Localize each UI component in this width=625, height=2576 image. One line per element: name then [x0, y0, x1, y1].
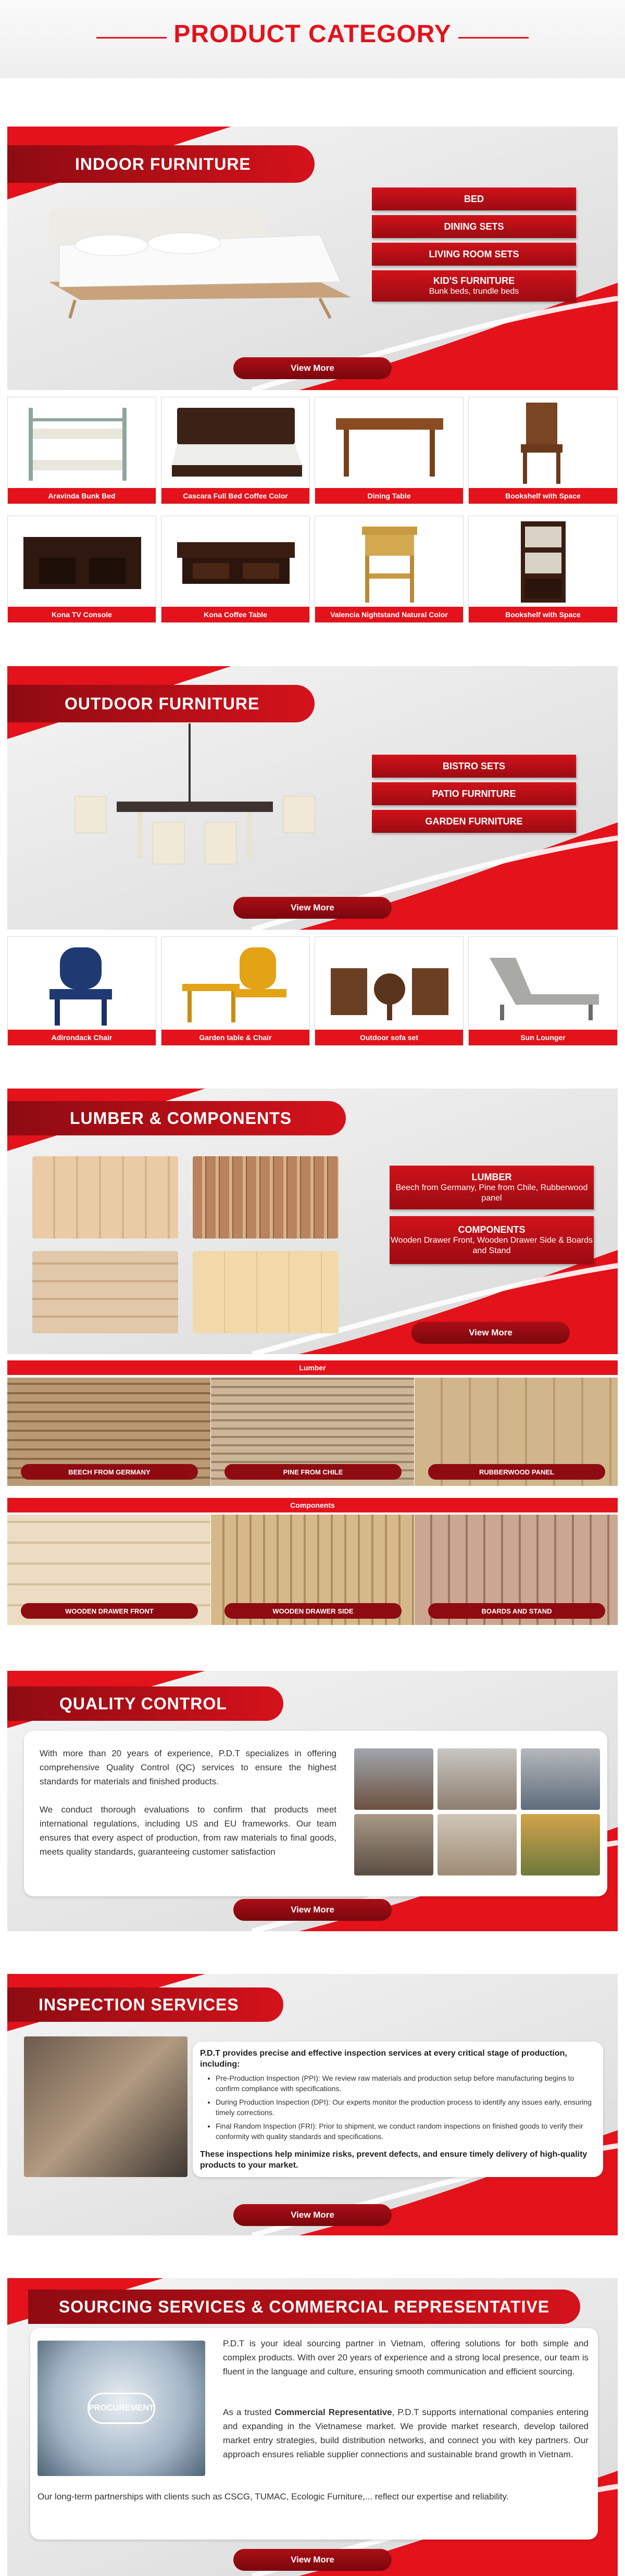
drawer-side-label: WOODEN DRAWER SIDE	[224, 1603, 402, 1619]
outdoor-title: OUTDOOR FURNITURE	[7, 685, 315, 722]
product-card-label: Kona Coffee Table	[161, 607, 309, 622]
tv-console-image	[8, 516, 156, 608]
product-card[interactable]	[161, 516, 310, 623]
quality-view-more-button[interactable]: View More	[233, 1899, 392, 1921]
lumber-photo-4	[193, 1251, 339, 1333]
indoor-tag-kids-furniture[interactable]: KID'S FURNITURE Bunk beds, trundle beds	[372, 270, 576, 302]
bed-image	[28, 188, 356, 323]
indoor-tag-dining-sets[interactable]: DINING SETS	[372, 215, 576, 238]
qc-photo	[521, 1748, 600, 1810]
sourcing-p2-text: , P.D.T supports international companies entering and expanding in the Vietnamese market. We provide market research, develop tailored market entry strategies, build distribution networks, and connect you with key partners. Our approach ensures reliable supplier connections and sustainable brand growth in Vietnam.	[223, 2407, 589, 2459]
quality-content-box	[24, 1731, 607, 1896]
sourcing-banner	[7, 2278, 618, 2576]
components-tag[interactable]: COMPONENTS Wooden Drawer Front, Wooden Drawer Side & Boards and Stand	[390, 1216, 594, 1264]
product-card-label: Cascara Full Bed Coffee Color	[161, 488, 309, 504]
sun-lounger-image	[469, 937, 618, 1031]
nightstand-image	[315, 516, 464, 608]
qc-photo	[521, 1814, 600, 1875]
inspection-list	[208, 2073, 598, 2142]
full-bed-image	[161, 397, 310, 489]
outdoor-sofa-image	[315, 937, 464, 1031]
qc-photo	[438, 1814, 517, 1875]
lumber-view-more-button[interactable]: View More	[411, 1322, 570, 1344]
qc-photo	[354, 1814, 433, 1875]
bistro-set-image	[39, 723, 351, 880]
rubberwood-photo	[415, 1378, 618, 1486]
inspection-item: • Final Random Inspection (FRI): Prior to shipment, we conduct random inspections on finished goods to verify their conformity with quality standards and specifications.	[216, 2121, 598, 2142]
product-card-label: Dining Table	[315, 488, 463, 504]
product-card-label: Bookshelf with Space	[469, 488, 617, 504]
sourcing-view-more-button[interactable]: View More	[233, 2549, 392, 2571]
lumber-photo-2	[193, 1156, 339, 1239]
quality-title: QUALITY CONTROL	[7, 1686, 283, 1721]
product-card[interactable]	[315, 516, 464, 623]
product-card[interactable]	[315, 936, 464, 1046]
sourcing-paragraph-1: P.D.T is your ideal sourcing partner in Vietnam, offering solutions for both simple and complex products. With over 20 years of experience and a strong local presence, our team is fluent in the language and culture, ensuring smooth communication and efficient sourcing.	[223, 2339, 589, 2377]
inspection-view-more-button[interactable]: View More	[233, 2204, 392, 2226]
outdoor-tag-patio-furniture[interactable]: PATIO FURNITURE	[372, 782, 576, 805]
product-card-label: Outdoor sofa set	[315, 1030, 463, 1045]
qc-photo	[354, 1748, 433, 1810]
product-card[interactable]	[161, 397, 310, 504]
lumber-banner	[7, 1089, 618, 1354]
beech-photo	[7, 1378, 210, 1486]
coffee-table-image	[161, 516, 310, 608]
lumber-title: LUMBER & COMPONENTS	[7, 1101, 346, 1135]
inspection-banner	[7, 1974, 618, 2235]
quality-paragraph-2: We conduct thorough evaluations to confirm that products meet international regulations, including US and EU frameworks. Our team ensures that every aspect of production, from raw materials to final goods, meets quality standards, guaranteeing customer satisfaction	[40, 1805, 336, 1857]
page-header	[0, 0, 625, 78]
pine-photo	[211, 1378, 414, 1486]
adirondack-chair-image	[8, 937, 156, 1031]
lumber-photo-1	[32, 1156, 178, 1239]
procurement-label: PROCUREMENT	[88, 2393, 155, 2424]
outdoor-tag-bistro-sets[interactable]: BISTRO SETS	[372, 755, 576, 778]
page-title: PRODUCT CATEGORY	[173, 20, 452, 48]
product-card-label: Garden table & Chair	[161, 1030, 309, 1045]
lumber-tag[interactable]: LUMBER Beech from Germany, Pine from Chile, Rubberwood panel	[390, 1166, 594, 1209]
lumber-photo-3	[32, 1251, 178, 1333]
sourcing-p2-text: As a trusted	[223, 2407, 275, 2417]
sourcing-title: SOURCING SERVICES & COMMERCIAL REPRESENTATIVE	[28, 2290, 580, 2324]
inspection-outro: These inspections help minimize risks, prevent defects, and ensure timely delivery of high-quality products to your market.	[200, 2150, 588, 2170]
indoor-title: INDOOR FURNITURE	[7, 145, 315, 183]
outdoor-tag-garden-furniture[interactable]: GARDEN FURNITURE	[372, 810, 576, 833]
bunk-bed-image	[8, 397, 156, 489]
product-card[interactable]	[7, 397, 156, 504]
drawer-front-photo	[7, 1515, 210, 1625]
inspection-title: INSPECTION SERVICES	[7, 1987, 283, 2022]
inspection-photo	[24, 2036, 188, 2177]
inspection-intro: P.D.T provides precise and effective inspection services at every critical stage of production, including:	[200, 2049, 567, 2069]
inspection-item: • Pre-Production Inspection (PPI): We review raw materials and production setup before manufacturing begins to confirm compliance with specifications.	[216, 2073, 598, 2094]
product-card[interactable]	[7, 516, 156, 623]
drawer-front-label: WOODEN DRAWER FRONT	[21, 1603, 198, 1619]
product-card[interactable]	[161, 936, 310, 1046]
procurement-image	[38, 2341, 205, 2476]
qc-photo	[438, 1748, 517, 1810]
product-card[interactable]	[468, 397, 618, 504]
chair-image	[469, 397, 618, 489]
outdoor-view-more-button[interactable]: View More	[233, 897, 392, 919]
product-card-label: Kona TV Console	[8, 607, 156, 622]
drawer-side-photo	[211, 1515, 414, 1625]
outdoor-banner	[7, 666, 618, 930]
indoor-tag-living-room-sets[interactable]: LIVING ROOM SETS	[372, 243, 576, 266]
indoor-banner	[7, 127, 618, 390]
bookshelf-image	[469, 516, 618, 608]
dining-table-image	[315, 397, 464, 489]
inspection-content-box	[193, 2042, 603, 2177]
quality-paragraph-1: With more than 20 years of experience, P.D.T specializes in offering comprehensive Quality Control (QC) services to ensure the highest standards for materials and finished products.	[40, 1748, 336, 1786]
product-card[interactable]	[468, 516, 618, 623]
product-card-label: Adirondack Chair	[8, 1030, 156, 1045]
pine-label: PINE FROM CHILE	[224, 1464, 402, 1480]
indoor-view-more-button[interactable]: View More	[233, 357, 392, 379]
sourcing-paragraph-2	[223, 2405, 589, 2461]
sourcing-paragraph-3: Our long-term partnerships with clients such as CSCG, TUMAC, Ecologic Furniture,... reflect our expertise and reliability.	[38, 2492, 509, 2502]
lumber-strip: Lumber	[7, 1360, 618, 1375]
rubberwood-label: RUBBERWOOD PANEL	[428, 1464, 605, 1480]
beech-label: BEECH FROM GERMANY	[21, 1464, 198, 1480]
product-card[interactable]	[468, 936, 618, 1046]
product-card-label: Valencia Nightstand Natural Color	[315, 607, 463, 622]
product-card[interactable]	[7, 936, 156, 1046]
inspection-item: • During Production Inspection (DPI): Our experts monitor the production process to identify any issues early, ensuring timely corrections.	[216, 2097, 598, 2118]
product-card[interactable]	[315, 397, 464, 504]
components-strip: Components	[7, 1498, 618, 1512]
garden-chair-image	[161, 937, 310, 1031]
product-card-label: Aravinda Bunk Bed	[8, 488, 156, 504]
sourcing-content-box	[30, 2328, 598, 2540]
product-card-label: Bookshelf with Space	[469, 607, 617, 622]
commercial-representative-text: Commercial Representative	[274, 2407, 392, 2417]
boards-photo	[415, 1515, 618, 1625]
boards-label: BOARDS AND STAND	[428, 1603, 605, 1619]
quality-banner	[7, 1671, 618, 1931]
indoor-tag-bed[interactable]: BED	[372, 187, 576, 210]
product-card-label: Sun Lounger	[469, 1030, 617, 1045]
